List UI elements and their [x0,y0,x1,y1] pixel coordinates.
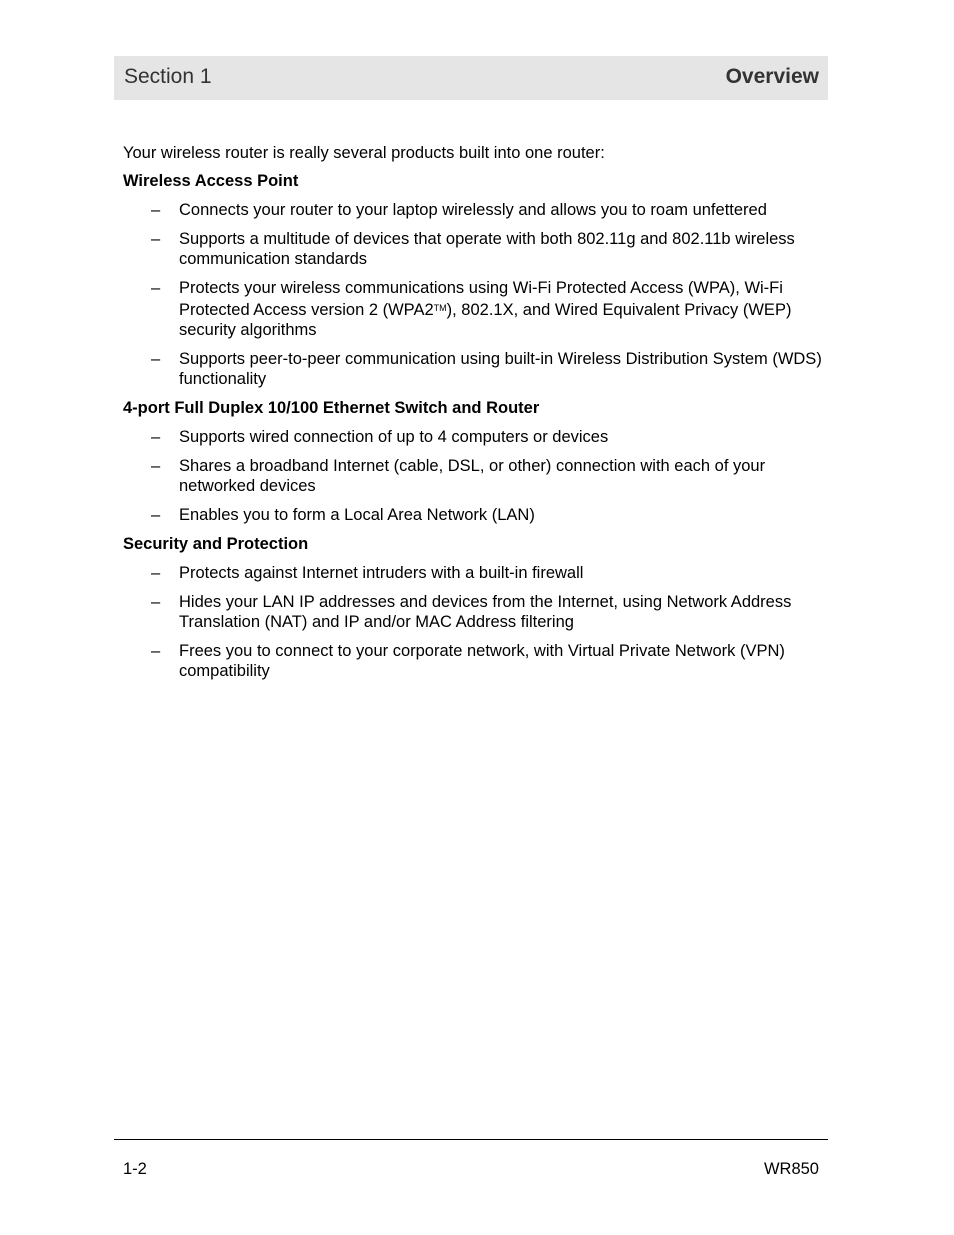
footer-divider [114,1139,828,1140]
list-item-text: Supports a multitude of devices that operate with both 802.11g and 802.11b wireless communication standards [179,230,795,268]
list-item [123,278,823,340]
dash-bullet: – [151,428,161,446]
trademark-mark: TM [433,303,447,313]
list-item [123,349,823,389]
list-item-text: Protects against Internet intruders with a built-in firewall [179,564,584,582]
group-heading-security: Security and Protection [123,535,309,553]
intro-paragraph: Your wireless router is really several products built into one router: [123,144,605,162]
bullet-list-ethernet-switch [123,427,823,525]
group-heading-ethernet-switch: 4-port Full Duplex 10/100 Ethernet Switch and Router [123,399,540,417]
list-item [123,592,823,632]
list-item [123,563,823,583]
list-item-text: Connects your router to your laptop wirelessly and allows you to roam unfettered [179,201,767,219]
dash-bullet: – [151,230,161,248]
list-item-text: Shares a broadband Internet (cable, DSL, or other) connection with each of your networked devices [179,457,766,495]
dash-bullet: – [151,506,161,524]
bullet-list-wireless-access-point [123,200,823,389]
dash-bullet: – [151,564,161,582]
dash-bullet: – [151,593,161,611]
list-item-text-part: Protects your wireless communications using Wi-Fi Protected Access (WPA), Wi-Fi Protected Access version 2 (WPA2 [179,279,783,319]
page-number: 1-2 [123,1160,147,1178]
list-item-text: Hides your LAN IP addresses and devices from the Internet, using Network Address Translation (NAT) and IP and/or MAC Address filtering [179,593,792,631]
dash-bullet: – [151,457,161,475]
section-title: Overview [725,65,819,88]
dash-bullet: – [151,350,161,368]
section-header [114,56,828,100]
group-heading-wireless-access-point: Wireless Access Point [123,172,299,190]
dash-bullet: – [151,279,161,297]
list-item-text: Supports wired connection of up to 4 computers or devices [179,428,609,446]
list-item [123,200,823,220]
list-item-text: Supports peer-to-peer communication using built-in Wireless Distribution System (WDS) functionality [179,350,822,388]
model-name: WR850 [763,1160,819,1178]
dash-bullet: – [151,642,161,660]
list-item-text: Frees you to connect to your corporate network, with Virtual Private Network (VPN) compatibility [179,642,785,680]
list-item [123,427,823,447]
list-item [123,456,823,496]
list-item [123,505,823,525]
dash-bullet: – [151,201,161,219]
list-item [123,641,823,681]
list-item-text: Enables you to form a Local Area Network (LAN) [179,506,535,524]
bullet-list-security [123,563,823,681]
list-item-text-part: ), 802.1X, and Wired Equivalent Privacy (WEP) security algorithms [179,301,792,339]
section-label: Section 1 [124,65,212,88]
list-item [123,229,823,269]
list-item-text [179,279,791,339]
main-content [123,143,823,690]
